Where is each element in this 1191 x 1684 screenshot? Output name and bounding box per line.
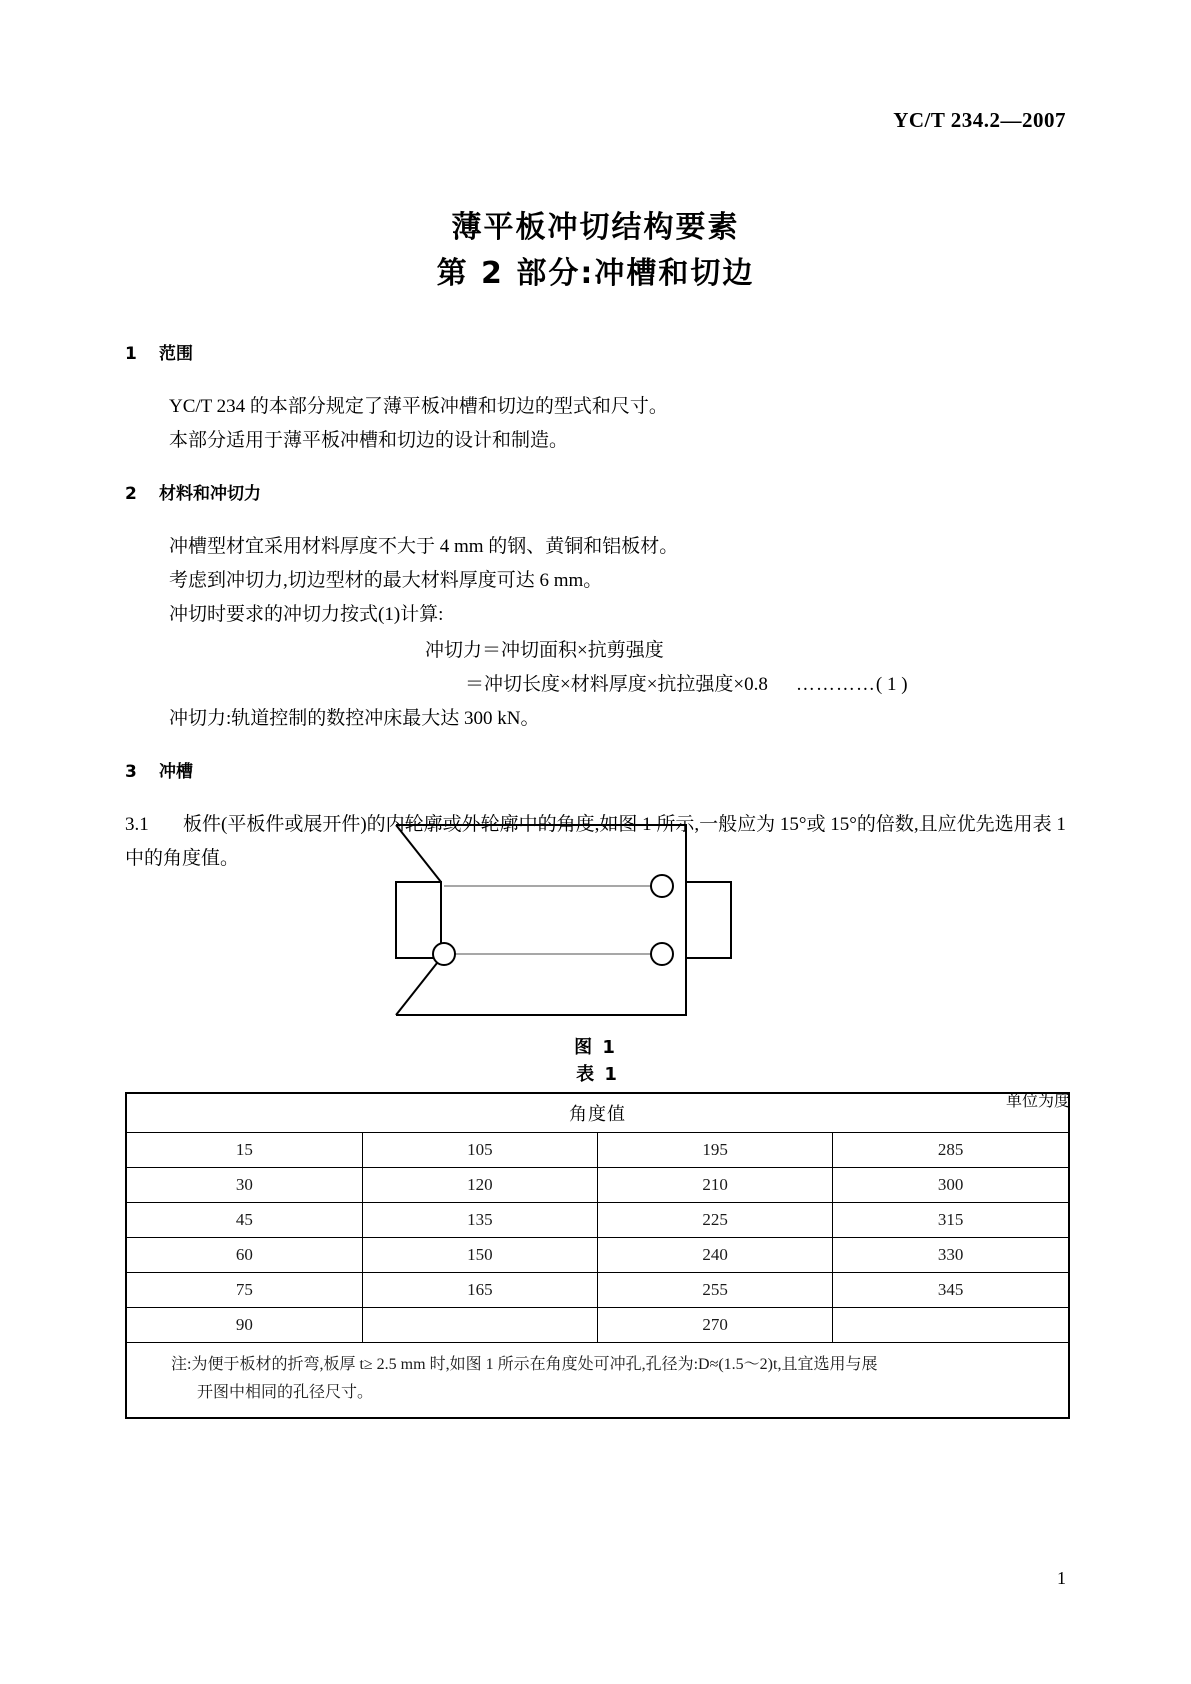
table-cell: 75 — [127, 1273, 362, 1308]
table-cell: 15 — [127, 1133, 362, 1168]
table-cell: 105 — [362, 1133, 597, 1168]
formula-leader-dots: ………… — [795, 674, 876, 695]
table-frame — [125, 1092, 1070, 1419]
section-title-3: 冲槽 — [159, 762, 193, 782]
table-note-line-1: 为便于板材的折弯,板厚 t≥ 2.5 mm 时,如图 1 所示在角度处可冲孔,孔径为:D≈(1.5～2)t,且宜选用与展 — [191, 1356, 878, 1373]
table-cell: 225 — [598, 1203, 833, 1238]
formula-line-1: 冲切力＝冲切面积×抗剪强度 — [425, 640, 664, 661]
table-row — [127, 1203, 1068, 1238]
table-header-cell: 角度值 — [127, 1094, 1068, 1133]
section-number-3: 3 — [125, 762, 137, 782]
table-cell: 240 — [598, 1238, 833, 1273]
angle-values-table — [127, 1094, 1068, 1417]
section-2-paragraph-2: 考虑到冲切力,切边型材的最大材料厚度可达 6 mm。 — [169, 570, 603, 591]
table-cell: 270 — [598, 1308, 833, 1343]
document-body — [125, 340, 1070, 876]
table-row — [127, 1308, 1068, 1343]
table-cell: 345 — [833, 1273, 1068, 1308]
table-cell: 165 — [362, 1273, 597, 1308]
table-cell: 195 — [598, 1133, 833, 1168]
table-cell — [362, 1308, 597, 1343]
table-note-first-line — [145, 1351, 1050, 1379]
section-number-1: 1 — [125, 344, 137, 364]
table-note-line-2: 开图中相同的孔径尺寸。 — [197, 1384, 374, 1401]
formula-block — [125, 634, 1070, 702]
table-unit-note: 单位为度 — [1005, 1093, 1070, 1110]
figure-caption: 图 1 — [574, 1037, 617, 1058]
table-cell — [833, 1308, 1068, 1343]
title-line-2: 第 2 部分:冲槽和切边 — [436, 256, 755, 291]
table-cell: 315 — [833, 1203, 1068, 1238]
spacer — [125, 374, 1070, 390]
punch-slot-diagram — [386, 820, 806, 1020]
table-cell: 330 — [833, 1238, 1068, 1273]
section-1-paragraph-1: YC/T 234 的本部分规定了薄平板冲槽和切边的型式和尺寸。 — [169, 396, 668, 417]
table-cell: 60 — [127, 1238, 362, 1273]
formula-expression-2: ＝冲切长度×材料厚度×抗拉强度×0.8 — [465, 674, 768, 695]
table-cell: 150 — [362, 1238, 597, 1273]
section-1-paragraph-2: 本部分适用于薄平板冲槽和切边的设计和制造。 — [169, 430, 569, 451]
table-cell: 285 — [833, 1133, 1068, 1168]
title-line-1: 薄平板冲切结构要素 — [451, 210, 740, 245]
page-number: 1 — [1057, 1568, 1066, 1588]
clause-text-3-1: 板件(平板件或展开件)的内轮廓或外轮廓中的角度,如图 1 所示,一般应为 15°或 15°的倍数,且应优先选用表 1 中的角度值。 — [125, 814, 1066, 869]
table-cell: 90 — [127, 1308, 362, 1343]
spacer — [125, 458, 1070, 480]
section-number-2: 2 — [125, 484, 137, 504]
section-heading-2 — [125, 480, 1070, 508]
section-heading-3 — [125, 758, 1070, 786]
table-row — [127, 1273, 1068, 1308]
section-2-paragraph-1: 冲槽型材宜采用材料厚度不大于 4 mm 的钢、黄铜和铝板材。 — [169, 536, 679, 557]
clause-number-3-1: 3.1 — [125, 814, 149, 835]
table-note-row — [127, 1343, 1068, 1418]
formula-line-2 — [125, 668, 1070, 702]
spacer — [125, 514, 1070, 530]
section-2-closing: 冲切力:轨道控制的数控冲床最大达 300 kN。 — [169, 708, 540, 729]
table-cell: 255 — [598, 1273, 833, 1308]
document-title — [0, 205, 1191, 297]
spacer — [125, 736, 1070, 758]
table-row — [127, 1133, 1068, 1168]
table-row — [127, 1168, 1068, 1203]
table-cell: 30 — [127, 1168, 362, 1203]
standard-number-header: YC/T 234.2—2007 — [893, 108, 1066, 132]
table-note-label: 注: — [171, 1356, 192, 1373]
table-caption: 表 1 — [576, 1064, 619, 1085]
section-2-paragraph-3: 冲切时要求的冲切力按式(1)计算: — [169, 604, 444, 625]
table-cell: 210 — [598, 1168, 833, 1203]
section-title-1: 范围 — [159, 344, 193, 364]
formula-number: ( 1 ) — [875, 674, 908, 695]
table-cell: 45 — [127, 1203, 362, 1238]
table-cell: 300 — [833, 1168, 1068, 1203]
table-header-row — [127, 1094, 1068, 1133]
table-note-cell — [127, 1343, 1068, 1418]
table-cell: 120 — [362, 1168, 597, 1203]
figure-1-area — [0, 820, 1191, 1059]
section-title-2: 材料和冲切力 — [159, 484, 261, 504]
table-cell: 135 — [362, 1203, 597, 1238]
spacer — [125, 792, 1070, 808]
section-heading-1 — [125, 340, 1070, 368]
table-row — [127, 1238, 1068, 1273]
table-1-area — [125, 1060, 1070, 1419]
